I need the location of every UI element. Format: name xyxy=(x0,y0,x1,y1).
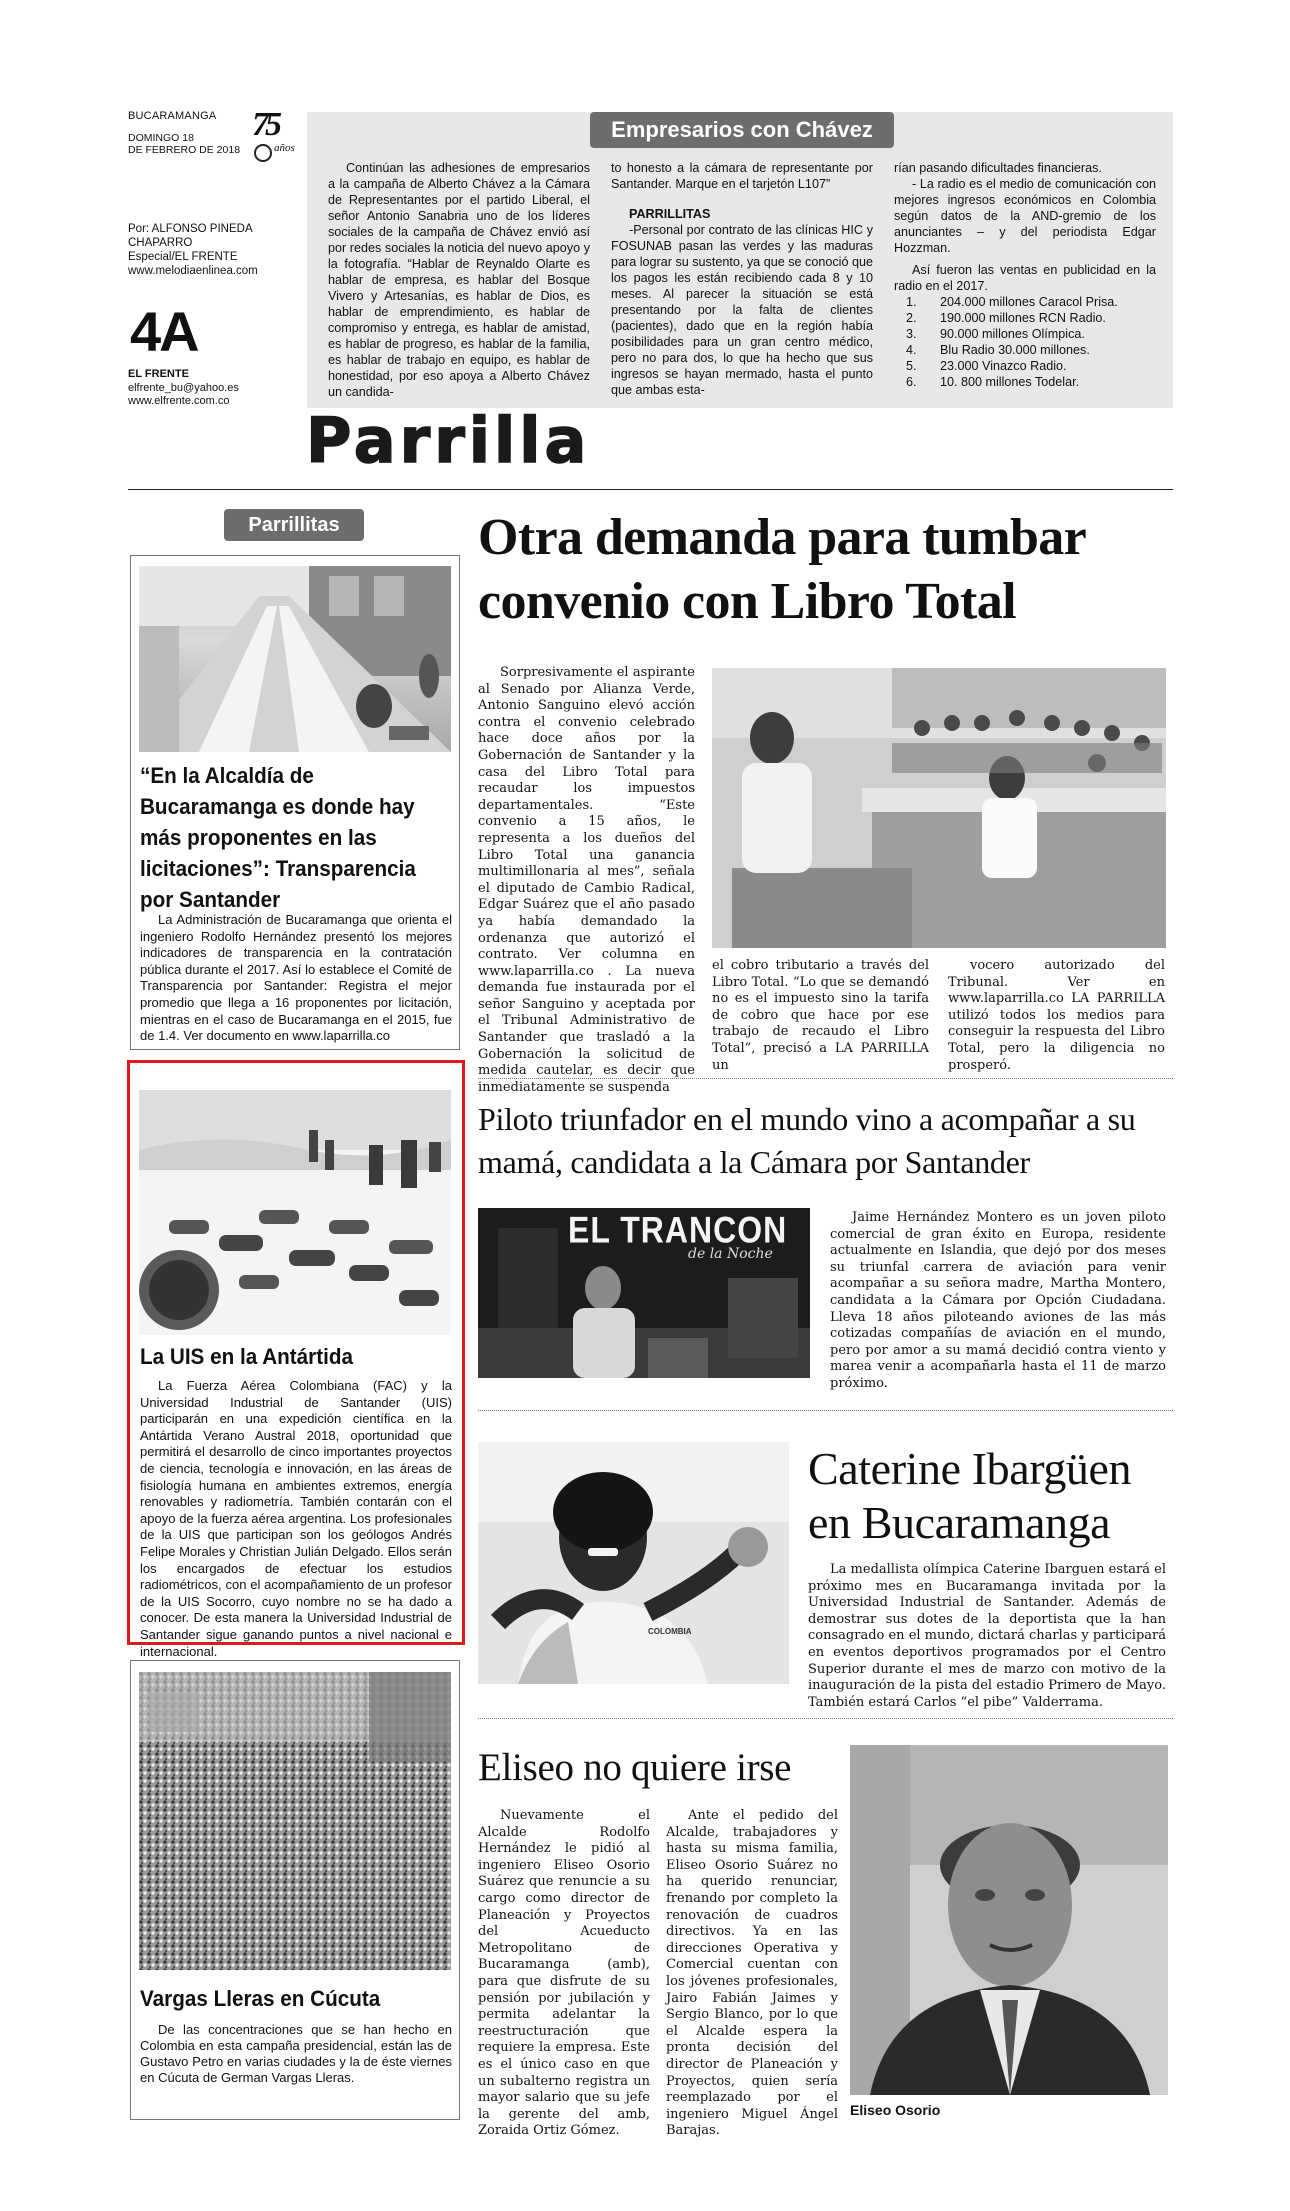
top-box-col3-intro: rían pasando dificultades financieras. xyxy=(894,161,1102,175)
article-2-headline: Piloto triunfador en el mundo vino a acompañar a su mamá, candidata a la Cámara por Santander xyxy=(478,1101,1136,1180)
article-3-headline: Caterine Ibargüen en Bucaramanga xyxy=(808,1443,1132,1548)
byline xyxy=(128,222,258,278)
section-rule xyxy=(128,489,1173,490)
top-box-col3-p2: - La radio es el medio de comunicación con mejores ingresos económicos en Colombia según datos de la AND-gremio de los anunciantes – y del periodista Edgar Hozzman. xyxy=(894,177,1156,255)
antarctica-photo xyxy=(139,1090,451,1335)
list-item: 3. 90.000 millones Olímpica. xyxy=(906,327,1085,341)
athlete-jersey-text: COLOMBIA xyxy=(648,1627,692,1636)
list-item: 2. 190.000 millones RCN Radio. xyxy=(906,311,1106,325)
list-item: 5. 23.000 Vinazco Radio. xyxy=(906,359,1067,373)
crowd-photo xyxy=(139,1672,451,1970)
street-photo xyxy=(139,566,451,752)
list-item: 1. 204.000 millones Caracol Prisa. xyxy=(906,295,1118,309)
list-item: 4. Blu Radio 30.000 millones. xyxy=(906,343,1090,357)
sidebar-story-1-headline: “En la Alcaldía de Bucaramanga es donde hay más proponentes en las licitaciones”: Transparencia por Santander xyxy=(140,763,416,912)
byline-website: www.melodiaenlinea.com xyxy=(128,265,258,277)
top-box-col2-body: -Personal por contrato de las clínicas HIC y FOSUNAB pasan las verdes y las maduras para lograr su sustento, ya que se conoció que los pagos les están recibiendo cada 8 y 10 meses. Al parecer la situación se está presentando por la falta de clientes (pacientes), dado que en la región había posibilidades para un gran centro médico, pero no para dos, lo que ha hecho que sus ingresos se hayan mermado, hasta el punto que ambas esta- xyxy=(611,223,873,397)
athlete-photo-image xyxy=(478,1442,789,1684)
pilot-photo-sign-sub: de la Noche xyxy=(688,1246,773,1262)
byline-author-2: CHAPARRO xyxy=(128,237,193,249)
article-4-col1: Nuevamente el Alcalde Rodolfo Hernández le pidió al ingeniero Eliseo Osorio Suárez que renuncie a su cargo como director de Planeación y Proyectos del Acueducto Metropolitano de Bucaramanga (amb), para que disfrute de su pensión por jubilación y permita adelantar la reestructuración que requiere la empresa. Este es el único caso en que un subalterno registra un mayor salario que su jefe la gerente del amb, Zoraida Ortiz Gómez. xyxy=(478,1808,650,2139)
top-box-col3 xyxy=(894,160,1156,390)
article-4-col2: Ante el pedido del Alcalde, trabajadores y hasta su misma familia, Eliseo Osorio Suárez no ha querido renunciar, frenando por completo la renovación de cuadros directivos. Ya en las direcciones Operativa y Comercial cuentan con los jóvenes profesionales, Jairo Fabián Jaimes y Sergio Blanco, por lo que el Alcalde espera la pronta decisión del director de Planeación y Proyectos, quien sería reemplazado por el ingeniero Miguel Ángel Barajas. xyxy=(666,1808,838,2139)
list-item: 6. 10. 800 millones Todelar. xyxy=(906,375,1080,389)
sidebar-story-1-body: La Administración de Bucaramanga que orienta el ingeniero Rodolfo Hernández presentó los mejores indicadores de transparencia en la contratación pública durante el 2017. Así lo establece el Comité de Transparencia por Santander: Registra el mejor promedio que llega a 16 proponentes por licitación, mientras en el caso de Bucaramanga en el 2015, fue de 1.4. Ver documento en www.laparrilla.co xyxy=(140,912,452,1044)
sidebar-story-2-headline: La UIS en la Antártida xyxy=(140,1344,353,1369)
masthead-date-1: DOMINGO 18 xyxy=(128,132,194,144)
section-title: Parrilla xyxy=(306,404,591,477)
top-box-col1: Continúan las adhesiones de empresarios a la campaña de Alberto Chávez a la Cámara de Representantes por el partido Liberal, el señor Antonio Sanabria uno de los líderes sociales de la campaña de Chávez envió así por redes sociales la noticia del nuevo apoyo y la fotografía. “Hablar de Reynaldo Olarte es hablar de empresa, es hablar del Bosque Vivero y Artesanías, es hablar de Dios, es hablar de emprendimiento, es hablar de compromiso y entrega, es hablar de amistad, es hablar de progreso, es hablar de la familia, es hablar de trabajo en equipo, es hablar de honestidad, por eso apoya a Alberto Chávez un candida- xyxy=(328,161,590,399)
office-photo xyxy=(712,668,1166,948)
article-1-col2: el cobro tributario a través del Libro Total. “Lo que se demandó no es el impuesto sino la tarifa de cobro que hace por ese trabajo de recaudo el Libro Total”, precisó a LA PARRILLA un xyxy=(712,958,929,1073)
byline-author-1: Por: ALFONSO PINEDA xyxy=(128,223,253,235)
article-1-headline: Otra demanda para tumbar convenio con Libro Total xyxy=(478,509,1086,630)
pilot-photo xyxy=(478,1208,810,1378)
top-box-col2-head: PARRILLITAS xyxy=(629,207,711,221)
article-4-headline: Eliseo no quiere irse xyxy=(478,1746,792,1789)
pilot-photo-sign xyxy=(568,1209,808,1262)
pilot-photo-sign-text: EL TRANCON xyxy=(568,1209,788,1251)
sidebar-story-3-headline: Vargas Lleras en Cúcuta xyxy=(140,1986,381,2011)
divider xyxy=(478,1410,1173,1411)
athlete-photo xyxy=(478,1442,789,1684)
paper-email: elfrente_bu@yahoo.es xyxy=(128,381,239,394)
article-1-col1: Sorpresivamente el aspirante al Senado por Alianza Verde, Antonio Sanguino elevó acción contra el convenio celebrado hace doce años por la Gobernación de Santander y la casa del Libro Total para recaudar los impuestos departamentales. “Este convenio a 15 años, le representa a los dueños del Libro Total una ganancia multimillonaria al mes”, señala el diputado de Cambio Radical, Edgar Suárez que el año pasado ya había demandado la ordenanza que autorizó el contrato. Ver columna en www.laparrilla.co . La nueva demanda fue instaurada por el señor Sanguino y aceptada por el Tribunal Administrativo de Santander que trasladó a la Gobernación la solicitud de medida cautelar, es decir que inmediatamente se suspenda xyxy=(478,665,695,1095)
eliseo-photo-caption: Eliseo Osorio xyxy=(850,2102,941,2118)
sidebar-pill: Parrillitas xyxy=(224,509,364,541)
anniversary-logo xyxy=(252,108,298,164)
anniversary-word: años xyxy=(274,142,295,154)
page-number: 4A xyxy=(130,300,198,363)
article-1-col3: vocero autorizado del Tribunal. Ver en www.laparrilla.co LA PARRILLA utilizó todos los medios para conseguir la respuesta del Libro Total, pero la diligencia no prosperó. xyxy=(948,958,1165,1073)
paper-name: EL FRENTE xyxy=(128,368,189,380)
sidebar-story-3-body: De las concentraciones que se han hecho en Colombia en esta campaña presidencial, están las de Gustavo Petro en varias ciudades y la de éste viernes en Cúcuta de German Vargas Lleras. xyxy=(140,2022,452,2085)
top-box-header: Empresarios con Chávez xyxy=(590,112,894,148)
eliseo-photo-image xyxy=(850,1745,1168,2095)
article-3-body: La medallista olímpica Caterine Ibarguen estará el próximo mes en Bucaramanga invitada por la Universidad Industrial de Santander. Además de demostrar sus dotes de la deportista que la han consagrado en el mundo, dictará charlas y participará en eventos deportivos programados por el Centro Superior durante el mes de marzo con motivo de la inauguración de la pista del estadio Primero de Mayo. También estará Carlos “el pibe” Valderrama. xyxy=(808,1562,1166,1710)
article-2-body: Jaime Hernández Montero es un joven piloto comercial de gran éxito en Europa, residente actualmente en Islandia, que dejó por dos meses su triunfal carrera de aviación para venir acompañar a su señora madre, Martha Montero, candidata a la Cámara por Opción Ciudadana. Lleva 18 años piloteando aviones de las más cotizadas compañías de aviación en el mundo, pero por amor a su mamá decidió contra viento y marea venir a acompañarla hasta el 11 de marzo próximo. xyxy=(830,1210,1166,1391)
antarctica-photo-image xyxy=(139,1090,451,1335)
sidebar-story-2-body: La Fuerza Aérea Colombiana (FAC) y la Universidad Industrial de Santander (UIS) participarán en una expedición científica en la Antártida Verano Austral 2018, oportunidad que permitirá el desarrollo de cinco importantes proyectos de ciencia, tecnología e innovación, en las áreas de fisiología humana en ambientes extremos, energía renovables y radiometría. También contarán con el apoyo de la fuerza aérea argentina. Los profesionales de la UIS que participan son los geólogos Andrés Felipe Morales y Christian Julián Delgado. Ellos serán los encargados de efectuar los estudios radiométricos, con el acompañamiento de un profesor de la UIS Socorro, cuyo nombre no se ha dado a conocer. De esta manera la Universidad Industrial de Santander sigue ganando puntos a nivel nacional e internacional. xyxy=(140,1378,452,1659)
paper-info xyxy=(128,368,239,409)
top-box-col2 xyxy=(611,160,873,398)
masthead-date-2: DE FEBRERO DE 2018 xyxy=(128,144,241,156)
street-photo-image xyxy=(139,566,451,752)
divider xyxy=(478,1718,1173,1719)
divider xyxy=(478,1078,1173,1079)
top-box-col3-p3: Así fueron las ventas en publicidad en la radio en el 2017. xyxy=(894,263,1156,293)
top-box-col2-intro: to honesto a la cámara de representante por Santander. Marque en el tarjetón L107” xyxy=(611,161,873,191)
anniversary-wreath-icon xyxy=(254,144,272,162)
office-photo-image xyxy=(712,668,1166,948)
paper-website: www.elfrente.com.co xyxy=(128,395,230,407)
byline-source: Especial/EL FRENTE xyxy=(128,251,238,263)
eliseo-photo xyxy=(850,1745,1168,2095)
crowd-photo-image xyxy=(139,1672,451,1970)
radio-sales-list xyxy=(894,294,1156,390)
masthead-city: BUCARAMANGA xyxy=(128,110,217,122)
anniversary-number: 75 xyxy=(252,106,278,143)
